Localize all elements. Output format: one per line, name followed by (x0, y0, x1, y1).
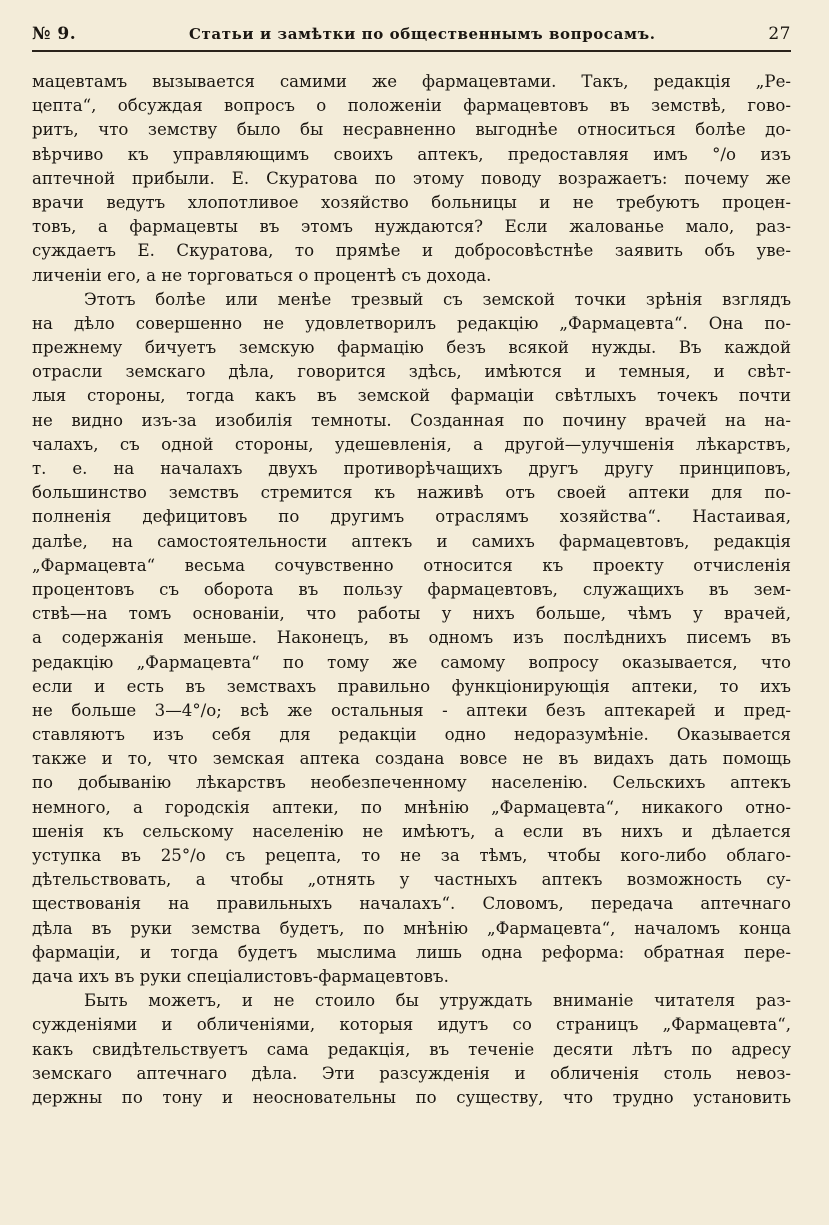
text-line: цепта“, обсуждая вопросъ о положеніи фармацевтовъ въ земствѣ, гово- (32, 96, 791, 116)
text-line: суждаетъ Е. Скуратова, то прямѣе и добросовѣстнѣе заявить объ увe- (32, 241, 791, 261)
text-line: Быть можетъ, и не стоило бы утруждать вниманіе читателя раз- (84, 991, 791, 1011)
text-line: если и есть въ земствахъ правильно функціонирующія аптеки, то ихъ (32, 676, 791, 696)
text-line: также и то, что земская аптека создана вовсе не въ видахъ дать помощь (32, 749, 791, 769)
text-line: лыя стороны, тогда какъ въ земской фармаціи свѣтлыхъ точекъ почти (32, 386, 791, 406)
text-line: полненія дефицитовъ по другимъ отраслямъ хозяйства“. Настаивая, (32, 507, 791, 527)
text-line: сужденіями и обличеніями, которыя идутъ со страницъ „Фармацевта“, (32, 1015, 791, 1035)
running-header (32, 20, 791, 48)
text-line: прежнему бичуетъ земскую фармацію безъ всякой нужды. Въ каждой (32, 338, 791, 358)
text-line: немного, а городскія аптеки, по мнѣнію „Фармацевта“, никакого отно- (32, 797, 791, 817)
text-line: врачи ведутъ хлопотливое хозяйство больницы и не требуютъ процен- (32, 192, 791, 212)
text-line: аптечной прибыли. Е. Скуратова по этому поводу возражаетъ: почему же (32, 168, 791, 188)
text-line: какъ свидѣтельствуетъ сама редакція, въ теченіе десяти лѣтъ по адресу (32, 1039, 791, 1059)
text-line: на дѣло совершенно не удовлетворилъ редакцію „Фармацевта“. Она по- (32, 313, 791, 333)
text-line: не видно изъ-за изобилія темноты. Созданная по почину врачей на на- (32, 410, 791, 430)
issue-number: № 9. (32, 24, 77, 44)
text-line: ствѣ—на томъ основаніи, что работы у нихъ больше, чѣмъ у врачей, (32, 604, 791, 624)
text-line: редакцію „Фармацевта“ по тому же самому вопросу оказывается, что (32, 652, 791, 672)
text-line: фармаціи, и тогда будетъ мыслима лишь одна реформа: обратная пере- (32, 942, 791, 962)
text-line: а содержанія меньше. Наконецъ, въ одномъ изъ послѣднихъ писемъ въ (32, 628, 791, 648)
text-line: т. е. на началахъ двухъ противорѣчащихъ другъ другу принциповъ, (32, 459, 791, 478)
text-line: „Фармацевта“ весьма сочувственно относится къ проекту отчисленія (32, 555, 791, 575)
text-line: далѣе, на самостоятельности аптекъ и самихъ фармацевтовъ, редакція (32, 531, 791, 551)
text-line: Этотъ болѣе или менѣе трезвый съ земской точки зрѣнія взглядъ (84, 289, 791, 309)
header-rule (32, 50, 791, 52)
text-line: земскаго аптечнаго дѣла. Эти разсужденія и обличенія столь невоз- (32, 1063, 791, 1083)
text-line: мацевтамъ вызывается самими же фармацевтами. Такъ, редакція „Ре- (32, 72, 791, 91)
text-line: держны по тону и неосновательны по существу, что трудно установить (32, 1087, 791, 1107)
text-line: чалахъ, съ одной стороны, удешевленія, а другой—улучшенія лѣкарствъ, (32, 434, 791, 454)
text-line: не больше 3—4°/о; всѣ же остальныя - аптеки безъ аптекарей и пред- (32, 700, 791, 720)
text-line: товъ, а фармацевты въ этомъ нуждаются? Если жалованье мало, раз- (32, 217, 791, 237)
text-line: ритъ, что земству было бы несравненно выгоднѣе относиться болѣе до- (32, 120, 791, 140)
text-line: отрасли земскаго дѣла, говорится здѣсь, имѣются и темныя, и свѣт- (32, 362, 791, 382)
article-body (32, 70, 791, 1110)
page-number: 27 (768, 24, 791, 44)
text-line: большинство земствъ стремится къ наживѣ отъ своей аптеки для по- (32, 483, 791, 503)
text-line: дѣтельствовать, а чтобы „отнять у частныхъ аптекъ возможность су- (32, 870, 791, 890)
text-line: шенія къ сельскому населенію не имѣютъ, а если въ нихъ и дѣлается (32, 821, 791, 841)
text-line: дача ихъ въ руки спеціалистовъ-фармацевтовъ. (32, 966, 449, 986)
text-line: ставляютъ изъ себя для редакціи одно недоразумѣніе. Оказывается (32, 725, 791, 745)
section-title: Статьи и замѣтки по общественнымъ вопросамъ. (189, 25, 656, 43)
text-line: дѣла въ руки земства будетъ, по мнѣнію „Фармацевта“, началомъ конца (32, 918, 791, 938)
text-line: личеніи его, а не торговаться о процентѣ съ дохода. (32, 265, 492, 285)
text-line: вѣрчиво къ управляющимъ своихъ аптекъ, предоставляя имъ °/о изъ (32, 144, 791, 164)
text-line: процентовъ съ оборота въ пользу фармацевтовъ, служащихъ въ зем- (32, 579, 791, 599)
text-line: ществованія на правильныхъ началахъ“. Словомъ, передача аптечнаго (32, 894, 791, 914)
text-line: уступка въ 25°/о съ рецепта, то не за тѣмъ, чтобы кого-либо облаго- (32, 846, 791, 865)
text-line: по добыванію лѣкарствъ необезпеченному населенію. Сельскихъ аптекъ (32, 773, 791, 793)
